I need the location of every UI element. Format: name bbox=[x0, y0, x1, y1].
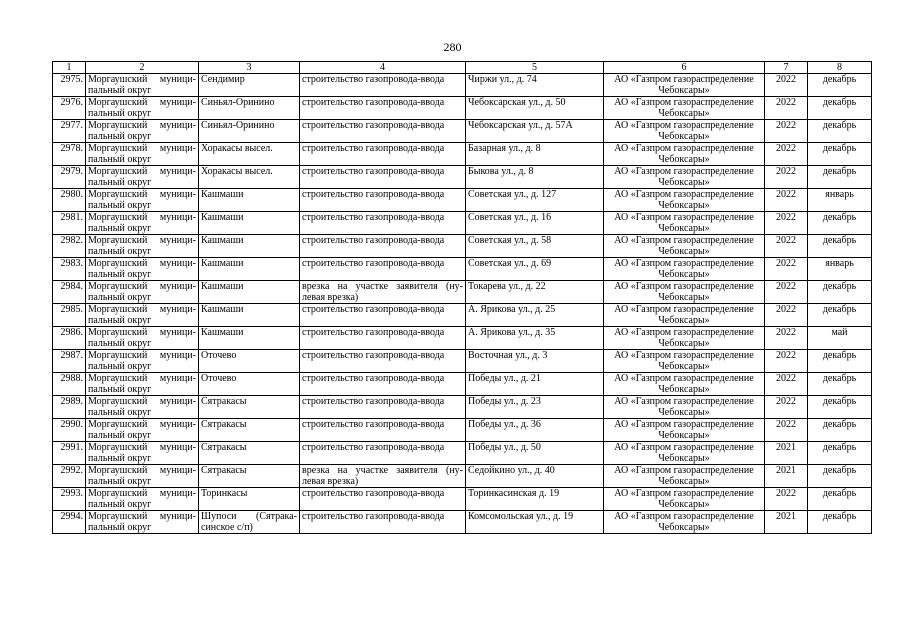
column-header: 3 bbox=[199, 62, 300, 74]
table-row bbox=[53, 97, 872, 120]
column-header: 7 bbox=[765, 62, 808, 74]
address-cell: Советская ул., д. 69 bbox=[466, 258, 604, 281]
month-cell: декабрь bbox=[808, 511, 872, 534]
month-cell: декабрь bbox=[808, 373, 872, 396]
work-type-cell: врезка на участке заявителя (ну-левая врезка) bbox=[300, 281, 466, 304]
table-row bbox=[53, 143, 872, 166]
table-row bbox=[53, 120, 872, 143]
year-cell: 2022 bbox=[765, 304, 808, 327]
year-cell: 2022 bbox=[765, 212, 808, 235]
district-cell: Моргаушский муници-пальный округ bbox=[86, 327, 199, 350]
row-number: 2985. bbox=[53, 304, 86, 327]
address-cell: Победы ул., д. 36 bbox=[466, 419, 604, 442]
organization-cell: АО «Газпром газораспределение Чебоксары» bbox=[604, 488, 765, 511]
row-number: 2982. bbox=[53, 235, 86, 258]
gasification-table bbox=[52, 61, 872, 534]
month-cell: декабрь bbox=[808, 465, 872, 488]
row-number: 2978. bbox=[53, 143, 86, 166]
year-cell: 2022 bbox=[765, 419, 808, 442]
settlement-cell: Кашмаши bbox=[199, 258, 300, 281]
year-cell: 2022 bbox=[765, 189, 808, 212]
work-type-cell: строительство газопровода-ввода bbox=[300, 396, 466, 419]
district-cell: Моргаушский муници-пальный округ bbox=[86, 235, 199, 258]
settlement-cell: Шупоси (Сятрака-синское с/п) bbox=[199, 511, 300, 534]
settlement-cell: Сятракасы bbox=[199, 419, 300, 442]
organization-cell: АО «Газпром газораспределение Чебоксары» bbox=[604, 419, 765, 442]
district-cell: Моргаушский муници-пальный округ bbox=[86, 304, 199, 327]
work-type-cell: строительство газопровода-ввода bbox=[300, 327, 466, 350]
district-cell: Моргаушский муници-пальный округ bbox=[86, 373, 199, 396]
address-cell: Победы ул., д. 50 bbox=[466, 442, 604, 465]
organization-cell: АО «Газпром газораспределение Чебоксары» bbox=[604, 97, 765, 120]
row-number: 2989. bbox=[53, 396, 86, 419]
organization-cell: АО «Газпром газораспределение Чебоксары» bbox=[604, 442, 765, 465]
work-type-cell: врезка на участке заявителя (ну-левая врезка) bbox=[300, 465, 466, 488]
organization-cell: АО «Газпром газораспределение Чебоксары» bbox=[604, 281, 765, 304]
address-cell: Чиржи ул., д. 74 bbox=[466, 74, 604, 97]
table-row bbox=[53, 281, 872, 304]
month-cell: декабрь bbox=[808, 166, 872, 189]
settlement-cell: Оточево bbox=[199, 373, 300, 396]
month-cell: декабрь bbox=[808, 304, 872, 327]
address-cell: А. Ярикова ул., д. 25 bbox=[466, 304, 604, 327]
address-cell: Торинкасинская д. 19 bbox=[466, 488, 604, 511]
month-cell: декабрь bbox=[808, 442, 872, 465]
row-number: 2984. bbox=[53, 281, 86, 304]
organization-cell: АО «Газпром газораспределение Чебоксары» bbox=[604, 511, 765, 534]
month-cell: декабрь bbox=[808, 143, 872, 166]
table-row bbox=[53, 258, 872, 281]
year-cell: 2022 bbox=[765, 120, 808, 143]
district-cell: Моргаушский муници-пальный округ bbox=[86, 442, 199, 465]
work-type-cell: строительство газопровода-ввода bbox=[300, 74, 466, 97]
year-cell: 2022 bbox=[765, 258, 808, 281]
year-cell: 2022 bbox=[765, 97, 808, 120]
table-row bbox=[53, 212, 872, 235]
settlement-cell: Кашмаши bbox=[199, 327, 300, 350]
table-row bbox=[53, 327, 872, 350]
row-number: 2977. bbox=[53, 120, 86, 143]
month-cell: декабрь bbox=[808, 281, 872, 304]
year-cell: 2022 bbox=[765, 396, 808, 419]
settlement-cell: Сятракасы bbox=[199, 442, 300, 465]
month-cell: май bbox=[808, 327, 872, 350]
settlement-cell: Синьял-Оринино bbox=[199, 120, 300, 143]
work-type-cell: строительство газопровода-ввода bbox=[300, 120, 466, 143]
work-type-cell: строительство газопровода-ввода bbox=[300, 373, 466, 396]
row-number: 2991. bbox=[53, 442, 86, 465]
row-number: 2986. bbox=[53, 327, 86, 350]
address-cell: Токарева ул., д. 22 bbox=[466, 281, 604, 304]
address-cell: Советская ул., д. 16 bbox=[466, 212, 604, 235]
settlement-cell: Хоракасы высел. bbox=[199, 166, 300, 189]
column-header: 8 bbox=[808, 62, 872, 74]
settlement-cell: Торинкасы bbox=[199, 488, 300, 511]
row-number: 2988. bbox=[53, 373, 86, 396]
year-cell: 2022 bbox=[765, 373, 808, 396]
address-cell: Победы ул., д. 21 bbox=[466, 373, 604, 396]
organization-cell: АО «Газпром газораспределение Чебоксары» bbox=[604, 212, 765, 235]
address-cell: Чебоксарская ул., д. 57А bbox=[466, 120, 604, 143]
row-number: 2980. bbox=[53, 189, 86, 212]
month-cell: январь bbox=[808, 189, 872, 212]
work-type-cell: строительство газопровода-ввода bbox=[300, 97, 466, 120]
organization-cell: АО «Газпром газораспределение Чебоксары» bbox=[604, 465, 765, 488]
column-header: 6 bbox=[604, 62, 765, 74]
year-cell: 2021 bbox=[765, 465, 808, 488]
settlement-cell: Кашмаши bbox=[199, 304, 300, 327]
row-number: 2975. bbox=[53, 74, 86, 97]
organization-cell: АО «Газпром газораспределение Чебоксары» bbox=[604, 327, 765, 350]
district-cell: Моргаушский муници-пальный округ bbox=[86, 74, 199, 97]
address-cell: Победы ул., д. 23 bbox=[466, 396, 604, 419]
work-type-cell: строительство газопровода-ввода bbox=[300, 442, 466, 465]
district-cell: Моргаушский муници-пальный округ bbox=[86, 511, 199, 534]
year-cell: 2021 bbox=[765, 442, 808, 465]
work-type-cell: строительство газопровода-ввода bbox=[300, 511, 466, 534]
organization-cell: АО «Газпром газораспределение Чебоксары» bbox=[604, 74, 765, 97]
year-cell: 2022 bbox=[765, 281, 808, 304]
settlement-cell: Сятракасы bbox=[199, 396, 300, 419]
year-cell: 2022 bbox=[765, 488, 808, 511]
row-number: 2992. bbox=[53, 465, 86, 488]
month-cell: январь bbox=[808, 258, 872, 281]
organization-cell: АО «Газпром газораспределение Чебоксары» bbox=[604, 189, 765, 212]
column-header: 4 bbox=[300, 62, 466, 74]
district-cell: Моргаушский муници-пальный округ bbox=[86, 419, 199, 442]
settlement-cell: Кашмаши bbox=[199, 189, 300, 212]
work-type-cell: строительство газопровода-ввода bbox=[300, 258, 466, 281]
settlement-cell: Синьял-Оринино bbox=[199, 97, 300, 120]
settlement-cell: Сендимир bbox=[199, 74, 300, 97]
table-row bbox=[53, 373, 872, 396]
work-type-cell: строительство газопровода-ввода bbox=[300, 212, 466, 235]
address-cell: Седойкино ул., д. 40 bbox=[466, 465, 604, 488]
year-cell: 2021 bbox=[765, 511, 808, 534]
organization-cell: АО «Газпром газораспределение Чебоксары» bbox=[604, 304, 765, 327]
month-cell: декабрь bbox=[808, 74, 872, 97]
year-cell: 2022 bbox=[765, 166, 808, 189]
district-cell: Моргаушский муници-пальный округ bbox=[86, 281, 199, 304]
table-row bbox=[53, 419, 872, 442]
table-row bbox=[53, 511, 872, 534]
organization-cell: АО «Газпром газораспределение Чебоксары» bbox=[604, 258, 765, 281]
settlement-cell: Кашмаши bbox=[199, 235, 300, 258]
month-cell: декабрь bbox=[808, 350, 872, 373]
table-row bbox=[53, 465, 872, 488]
district-cell: Моргаушский муници-пальный округ bbox=[86, 166, 199, 189]
district-cell: Моргаушский муници-пальный округ bbox=[86, 465, 199, 488]
organization-cell: АО «Газпром газораспределение Чебоксары» bbox=[604, 373, 765, 396]
row-number: 2976. bbox=[53, 97, 86, 120]
district-cell: Моргаушский муници-пальный округ bbox=[86, 350, 199, 373]
month-cell: декабрь bbox=[808, 235, 872, 258]
row-number: 2990. bbox=[53, 419, 86, 442]
column-header: 1 bbox=[53, 62, 86, 74]
work-type-cell: строительство газопровода-ввода bbox=[300, 419, 466, 442]
column-header: 2 bbox=[86, 62, 199, 74]
month-cell: декабрь bbox=[808, 97, 872, 120]
district-cell: Моргаушский муници-пальный округ bbox=[86, 258, 199, 281]
table-row bbox=[53, 166, 872, 189]
table-row bbox=[53, 396, 872, 419]
address-cell: Чебоксарская ул., д. 50 bbox=[466, 97, 604, 120]
work-type-cell: строительство газопровода-ввода bbox=[300, 166, 466, 189]
row-number: 2983. bbox=[53, 258, 86, 281]
settlement-cell: Сятракасы bbox=[199, 465, 300, 488]
address-cell: Комсомольская ул., д. 19 bbox=[466, 511, 604, 534]
work-type-cell: строительство газопровода-ввода bbox=[300, 350, 466, 373]
address-cell: А. Ярикова ул., д. 35 bbox=[466, 327, 604, 350]
table-row bbox=[53, 189, 872, 212]
district-cell: Моргаушский муници-пальный округ bbox=[86, 189, 199, 212]
work-type-cell: строительство газопровода-ввода bbox=[300, 189, 466, 212]
table-row bbox=[53, 488, 872, 511]
address-cell: Восточная ул., д. 3 bbox=[466, 350, 604, 373]
organization-cell: АО «Газпром газораспределение Чебоксары» bbox=[604, 120, 765, 143]
month-cell: декабрь bbox=[808, 212, 872, 235]
district-cell: Моргаушский муници-пальный округ bbox=[86, 212, 199, 235]
page-number: 280 bbox=[443, 40, 462, 54]
address-cell: Быкова ул., д. 8 bbox=[466, 166, 604, 189]
row-number: 2987. bbox=[53, 350, 86, 373]
table-row bbox=[53, 235, 872, 258]
address-cell: Советская ул., д. 58 bbox=[466, 235, 604, 258]
row-number: 2979. bbox=[53, 166, 86, 189]
district-cell: Моргаушский муници-пальный округ bbox=[86, 488, 199, 511]
address-cell: Базарная ул., д. 8 bbox=[466, 143, 604, 166]
work-type-cell: строительство газопровода-ввода bbox=[300, 304, 466, 327]
column-header: 5 bbox=[466, 62, 604, 74]
settlement-cell: Кашмаши bbox=[199, 212, 300, 235]
year-cell: 2022 bbox=[765, 235, 808, 258]
table-row bbox=[53, 74, 872, 97]
row-number: 2981. bbox=[53, 212, 86, 235]
district-cell: Моргаушский муници-пальный округ bbox=[86, 97, 199, 120]
organization-cell: АО «Газпром газораспределение Чебоксары» bbox=[604, 350, 765, 373]
organization-cell: АО «Газпром газораспределение Чебоксары» bbox=[604, 235, 765, 258]
row-number: 2993. bbox=[53, 488, 86, 511]
month-cell: декабрь bbox=[808, 120, 872, 143]
work-type-cell: строительство газопровода-ввода bbox=[300, 488, 466, 511]
settlement-cell: Хоракасы высел. bbox=[199, 143, 300, 166]
row-number: 2994. bbox=[53, 511, 86, 534]
header-row bbox=[53, 62, 872, 74]
month-cell: декабрь bbox=[808, 488, 872, 511]
district-cell: Моргаушский муници-пальный округ bbox=[86, 120, 199, 143]
district-cell: Моргаушский муници-пальный округ bbox=[86, 396, 199, 419]
table-row bbox=[53, 442, 872, 465]
month-cell: декабрь bbox=[808, 419, 872, 442]
organization-cell: АО «Газпром газораспределение Чебоксары» bbox=[604, 143, 765, 166]
year-cell: 2022 bbox=[765, 74, 808, 97]
work-type-cell: строительство газопровода-ввода bbox=[300, 143, 466, 166]
address-cell: Советская ул., д. 127 bbox=[466, 189, 604, 212]
settlement-cell: Кашмаши bbox=[199, 281, 300, 304]
settlement-cell: Оточево bbox=[199, 350, 300, 373]
district-cell: Моргаушский муници-пальный округ bbox=[86, 143, 199, 166]
year-cell: 2022 bbox=[765, 350, 808, 373]
organization-cell: АО «Газпром газораспределение Чебоксары» bbox=[604, 166, 765, 189]
year-cell: 2022 bbox=[765, 143, 808, 166]
year-cell: 2022 bbox=[765, 327, 808, 350]
table-row bbox=[53, 350, 872, 373]
organization-cell: АО «Газпром газораспределение Чебоксары» bbox=[604, 396, 765, 419]
month-cell: декабрь bbox=[808, 396, 872, 419]
table-row bbox=[53, 304, 872, 327]
work-type-cell: строительство газопровода-ввода bbox=[300, 235, 466, 258]
